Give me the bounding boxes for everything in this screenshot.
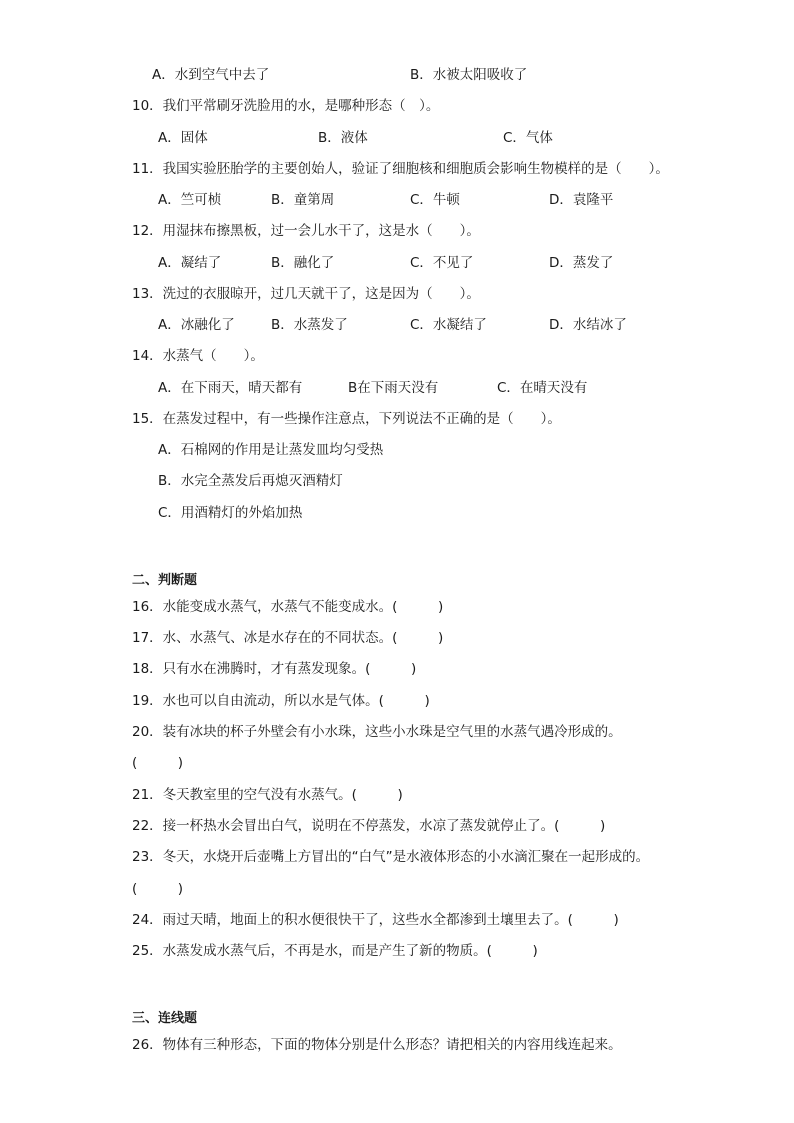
q9-option-b: B．水被太阳吸收了	[410, 67, 528, 83]
q14-option-c: C．在晴天没有	[497, 380, 588, 396]
q17: 17．水、水蒸气、冰是水存在的不同状态。( )	[132, 630, 444, 646]
q10-option-b: B．液体	[318, 130, 368, 146]
q10-option-c: C．气体	[503, 130, 553, 146]
q23: 23．冬天，水烧开后壶嘴上方冒出的“白气”是水液体形态的小水滴汇聚在一起形成的。	[132, 849, 650, 865]
q11-option-c: C．牛顿	[410, 192, 460, 208]
q24: 24．雨过天晴，地面上的积水便很快干了，这些水全都渗到土壤里去了。( )	[132, 912, 619, 928]
q19: 19．水也可以自由流动，所以水是气体。( )	[132, 693, 430, 709]
section-title-judgement: 二、判断题	[132, 573, 198, 588]
q15-stem: 15．在蒸发过程中，有一些操作注意点，下列说法不正确的是（ ）。	[132, 411, 561, 427]
q14-stem: 14．水蒸气（ ）。	[132, 348, 264, 364]
q21: 21．冬天教室里的空气没有水蒸气。( )	[132, 787, 403, 803]
q23-answer-parens: ( )	[132, 881, 184, 897]
q11-option-a: A．竺可桢	[158, 192, 222, 208]
q10-option-a: A．固体	[158, 130, 208, 146]
q12-option-d: D．蒸发了	[549, 255, 614, 271]
q18: 18．只有水在沸腾时，才有蒸发现象。( )	[132, 661, 417, 677]
q15-option-a: A．石棉网的作用是让蒸发皿均匀受热	[158, 442, 384, 458]
q14-option-b: B在下雨天没有	[348, 380, 439, 396]
q11-option-b: B．童第周	[271, 192, 335, 208]
q13-option-c: C．水凝结了	[410, 317, 487, 333]
q11-option-d: D．袁隆平	[549, 192, 614, 208]
q26: 26．物体有三种形态，下面的物体分别是什么形态？请把相关的内容用线连起来。	[132, 1037, 622, 1053]
q12-option-c: C．不见了	[410, 255, 474, 271]
q13-option-b: B．水蒸发了	[271, 317, 348, 333]
q20: 20．装有冰块的杯子外壁会有小水珠，这些小水珠是空气里的水蒸气遇冷形成的。	[132, 724, 622, 740]
q12-option-b: B．融化了	[271, 255, 335, 271]
q13-option-d: D．水结冰了	[549, 317, 627, 333]
q12-option-a: A．凝结了	[158, 255, 222, 271]
section-title-matching: 三、连线题	[132, 1011, 198, 1026]
q14-option-a: A．在下雨天，晴天都有	[158, 380, 303, 396]
q12-stem: 12．用湿抹布擦黑板，过一会儿水干了，这是水（ ）。	[132, 223, 480, 239]
q10-stem: 10．我们平常刷牙洗脸用的水，是哪种形态（ ）。	[132, 98, 440, 114]
q25: 25．水蒸发成水蒸气后，不再是水，而是产生了新的物质。( )	[132, 943, 538, 959]
q9-option-a: A．水到空气中去了	[152, 67, 270, 83]
q13-option-a: A．冰融化了	[158, 317, 235, 333]
q22: 22．接一杯热水会冒出白气，说明在不停蒸发，水凉了蒸发就停止了。( )	[132, 818, 606, 834]
q15-option-b: B．水完全蒸发后再熄灭酒精灯	[158, 473, 343, 489]
q16: 16．水能变成水蒸气，水蒸气不能变成水。( )	[132, 599, 444, 615]
q20-answer-parens: ( )	[132, 755, 184, 771]
q11-stem: 11．我国实验胚胎学的主要创始人，验证了细胞核和细胞质会影响生物模样的是（ ）。	[132, 161, 669, 177]
q13-stem: 13．洗过的衣服晾开，过几天就干了，这是因为（ ）。	[132, 286, 480, 302]
q15-option-c: C．用酒精灯的外焰加热	[158, 505, 303, 521]
